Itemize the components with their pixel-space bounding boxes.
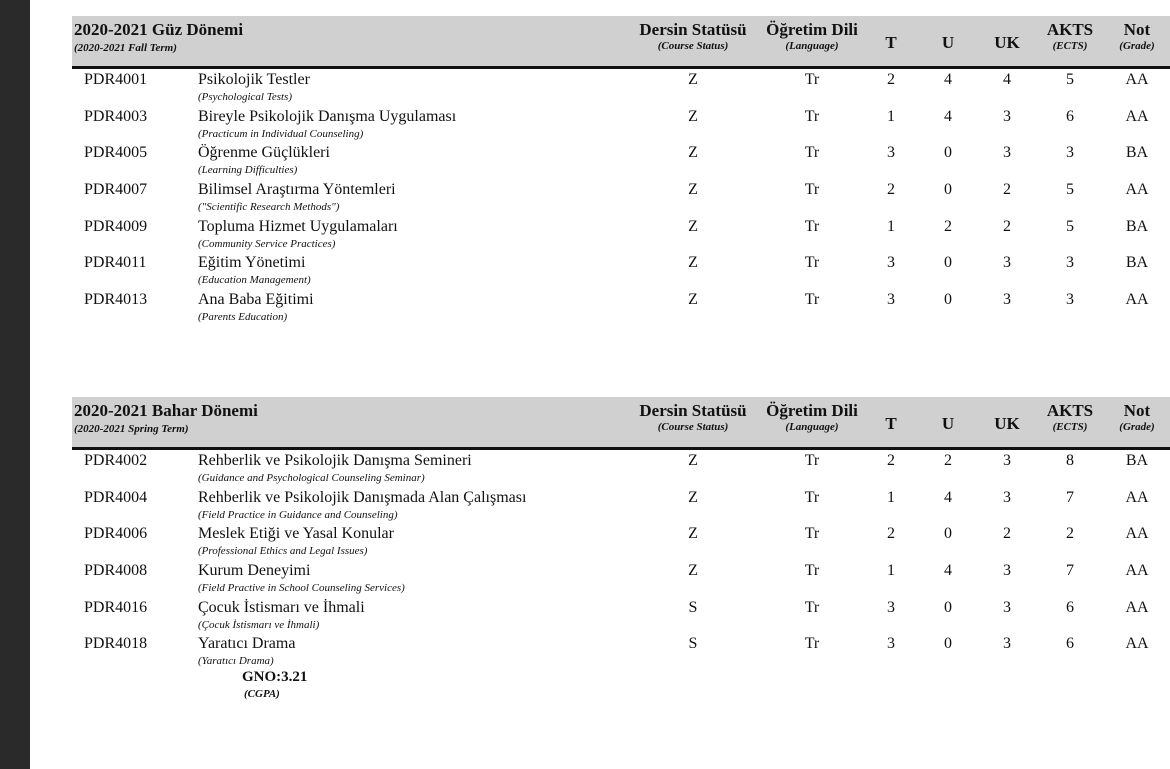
- course-language: Tr: [804, 181, 820, 199]
- spring-term-header: [72, 397, 1170, 450]
- fall-term-section: [72, 16, 1170, 326]
- course-u: 2: [944, 217, 952, 235]
- fall-course-rows: [72, 69, 1170, 326]
- course-language: Tr: [804, 71, 820, 88]
- course-name: Rehberlik ve Psikolojik Danışmada Alan Çalışması: [198, 488, 527, 506]
- course-u: 0: [944, 144, 952, 162]
- table-row: [72, 523, 1170, 560]
- table-row: [72, 450, 1170, 487]
- course-code: PDR4018: [84, 635, 148, 653]
- course-language: Tr: [804, 144, 820, 162]
- course-t: 2: [887, 71, 895, 88]
- course-name-en: (Yaratıcı Drama): [198, 655, 274, 668]
- course-status: Z: [688, 144, 698, 162]
- t-header: T: [885, 33, 897, 52]
- u-header: U: [941, 414, 955, 433]
- course-name-en: (Field Practice in Guidance and Counseling): [198, 508, 398, 521]
- course-language: Tr: [804, 217, 820, 235]
- course-akts: 5: [1066, 181, 1074, 199]
- course-status: S: [688, 598, 698, 616]
- course-t: 3: [887, 291, 895, 309]
- course-u: 0: [944, 181, 952, 199]
- course-u: 0: [944, 598, 952, 616]
- t-header: T: [885, 414, 897, 433]
- course-language: Tr: [804, 254, 820, 272]
- table-row: [72, 487, 1170, 524]
- course-language: Tr: [804, 452, 820, 469]
- course-name: Psikolojik Testler: [198, 71, 310, 88]
- course-code: PDR4005: [84, 144, 148, 162]
- course-t: 1: [887, 562, 895, 580]
- course-akts: 3: [1066, 144, 1074, 162]
- course-uk: 3: [1003, 452, 1011, 469]
- akts-header: AKTS (ECTS): [1046, 401, 1094, 433]
- course-akts: 6: [1066, 635, 1074, 653]
- course-language: Tr: [804, 562, 820, 580]
- course-t: 3: [887, 144, 895, 162]
- course-name-en: (Professional Ethics and Legal Issues): [198, 545, 368, 558]
- grade-header: Not (Grade): [1119, 401, 1155, 433]
- table-row: [72, 289, 1170, 326]
- course-uk: 3: [1003, 107, 1011, 125]
- course-grade: AA: [1125, 71, 1149, 88]
- course-grade: AA: [1125, 488, 1149, 506]
- course-u: 4: [944, 488, 952, 506]
- course-akts: 5: [1066, 71, 1074, 88]
- cgpa-label: (CGPA): [244, 688, 280, 700]
- course-name: Kurum Deneyimi: [198, 562, 311, 580]
- course-akts: 6: [1066, 107, 1074, 125]
- table-row: [72, 597, 1170, 634]
- course-uk: 3: [1003, 291, 1011, 309]
- course-uk: 2: [1003, 217, 1011, 235]
- table-row: [72, 252, 1170, 289]
- course-name-en: (Parents Education): [198, 311, 288, 324]
- course-grade: BA: [1125, 144, 1149, 162]
- course-name-en: (Çocuk İstismarı ve İhmali): [198, 618, 320, 631]
- course-u: 4: [944, 562, 952, 580]
- course-code: PDR4006: [84, 525, 148, 543]
- course-name: Yaratıcı Drama: [198, 635, 296, 653]
- course-uk: 2: [1003, 181, 1011, 199]
- course-t: 1: [887, 107, 895, 125]
- course-uk: 4: [1003, 71, 1011, 88]
- course-t: 1: [887, 217, 895, 235]
- course-name-en: (Psychological Tests): [198, 91, 292, 103]
- course-grade: AA: [1125, 598, 1149, 616]
- cgpa-value: GNO:3.21: [242, 669, 308, 685]
- u-header: U: [941, 33, 955, 52]
- course-grade: AA: [1125, 107, 1149, 125]
- transcript-page: [30, 0, 1170, 769]
- course-grade: BA: [1125, 452, 1149, 469]
- spring-term-title: 2020-2021 Bahar Dönemi: [74, 401, 258, 420]
- course-code: PDR4007: [84, 181, 148, 199]
- course-name-en: ("Scientific Research Methods"): [198, 201, 340, 214]
- course-grade: AA: [1125, 181, 1149, 199]
- course-name: Bilimsel Araştırma Yöntemleri: [198, 181, 396, 199]
- course-language: Tr: [804, 525, 820, 543]
- course-uk: 2: [1003, 525, 1011, 543]
- course-akts: 7: [1066, 562, 1074, 580]
- course-status: S: [688, 635, 698, 653]
- course-grade: AA: [1125, 291, 1149, 309]
- course-name-en: (Learning Difficulties): [198, 164, 298, 177]
- course-name: Bireyle Psikolojik Danışma Uygulaması: [198, 107, 457, 125]
- course-u: 0: [944, 254, 952, 272]
- status-header: Dersin Statüsü (Course Status): [639, 20, 747, 52]
- akts-header: AKTS (ECTS): [1046, 20, 1094, 52]
- course-uk: 3: [1003, 144, 1011, 162]
- course-grade: AA: [1125, 525, 1149, 543]
- course-language: Tr: [804, 635, 820, 653]
- course-name: Öğrenme Güçlükleri: [198, 144, 330, 162]
- course-code: PDR4013: [84, 291, 148, 309]
- course-t: 1: [887, 488, 895, 506]
- course-uk: 3: [1003, 488, 1011, 506]
- course-akts: 2: [1066, 525, 1074, 543]
- course-name: Ana Baba Eğitimi: [198, 291, 314, 309]
- course-status: Z: [688, 452, 698, 469]
- course-name: Eğitim Yönetimi: [198, 254, 306, 272]
- course-grade: AA: [1125, 635, 1149, 653]
- course-code: PDR4004: [84, 488, 148, 506]
- table-row: [72, 106, 1170, 143]
- course-status: Z: [688, 488, 698, 506]
- course-status: Z: [688, 181, 698, 199]
- course-uk: 3: [1003, 635, 1011, 653]
- course-code: PDR4016: [84, 598, 148, 616]
- table-row: [72, 216, 1170, 253]
- course-language: Tr: [804, 107, 820, 125]
- course-name-en: (Community Service Practices): [198, 237, 336, 250]
- course-grade: BA: [1125, 254, 1149, 272]
- course-u: 0: [944, 525, 952, 543]
- course-grade: AA: [1125, 562, 1149, 580]
- course-status: Z: [688, 71, 698, 88]
- course-language: Tr: [804, 488, 820, 506]
- course-akts: 3: [1066, 254, 1074, 272]
- course-code: PDR4003: [84, 107, 148, 125]
- fall-term-title: 2020-2021 Güz Dönemi: [74, 20, 244, 39]
- course-language: Tr: [804, 291, 820, 309]
- course-akts: 7: [1066, 488, 1074, 506]
- course-t: 2: [887, 525, 895, 543]
- course-code: PDR4008: [84, 562, 148, 580]
- course-akts: 5: [1066, 217, 1074, 235]
- course-status: Z: [688, 107, 698, 125]
- fall-term-subtitle: (2020-2021 Fall Term): [74, 42, 177, 54]
- course-status: Z: [688, 525, 698, 543]
- course-name-en: (Guidance and Psychological Counseling Seminar): [198, 472, 425, 484]
- course-uk: 3: [1003, 562, 1011, 580]
- course-code: PDR4002: [84, 452, 148, 469]
- spring-term-section: [72, 397, 1170, 700]
- grade-header: Not (Grade): [1119, 20, 1155, 52]
- spring-course-rows: [72, 450, 1170, 670]
- course-code: PDR4011: [84, 254, 147, 272]
- course-status: Z: [688, 562, 698, 580]
- table-row: [72, 179, 1170, 216]
- status-header: Dersin Statüsü (Course Status): [639, 401, 747, 433]
- course-u: 4: [944, 107, 952, 125]
- course-name: Rehberlik ve Psikolojik Danışma Semineri: [198, 452, 472, 469]
- course-name-en: (Field Practive in School Counseling Services): [198, 582, 405, 595]
- course-language: Tr: [804, 598, 820, 616]
- course-t: 3: [887, 598, 895, 616]
- table-row: [72, 69, 1170, 106]
- course-u: 0: [944, 291, 952, 309]
- course-t: 3: [887, 254, 895, 272]
- table-row: [72, 560, 1170, 597]
- language-header: Öğretim Dili (Language): [766, 20, 858, 52]
- course-name: Meslek Etiği ve Yasal Konular: [198, 525, 394, 543]
- course-akts: 6: [1066, 598, 1074, 616]
- viewer-side-bar: [0, 0, 30, 769]
- course-name: Çocuk İstismarı ve İhmali: [198, 598, 365, 616]
- course-t: 2: [887, 181, 895, 199]
- table-row: [72, 633, 1170, 670]
- course-status: Z: [688, 254, 698, 272]
- course-t: 3: [887, 635, 895, 653]
- uk-header: UK: [994, 414, 1020, 433]
- course-akts: 3: [1066, 291, 1074, 309]
- course-uk: 3: [1003, 598, 1011, 616]
- course-status: Z: [688, 217, 698, 235]
- course-name-en: (Practicum in Individual Counseling): [198, 127, 364, 140]
- uk-header: UK: [994, 33, 1020, 52]
- course-uk: 3: [1003, 254, 1011, 272]
- course-name-en: (Education Management): [198, 274, 311, 287]
- course-name: Topluma Hizmet Uygulamaları: [198, 217, 398, 235]
- course-t: 2: [887, 452, 895, 469]
- fall-term-header: [72, 16, 1170, 69]
- spring-term-subtitle: (2020-2021 Spring Term): [74, 423, 189, 435]
- course-grade: BA: [1125, 217, 1149, 235]
- course-akts: 8: [1066, 452, 1074, 469]
- course-code: PDR4009: [84, 217, 148, 235]
- course-code: PDR4001: [84, 71, 148, 88]
- course-status: Z: [688, 291, 698, 309]
- course-u: 4: [944, 71, 952, 88]
- table-row: [72, 142, 1170, 179]
- course-u: 0: [944, 635, 952, 653]
- course-u: 2: [944, 452, 952, 469]
- language-header: Öğretim Dili (Language): [766, 401, 858, 433]
